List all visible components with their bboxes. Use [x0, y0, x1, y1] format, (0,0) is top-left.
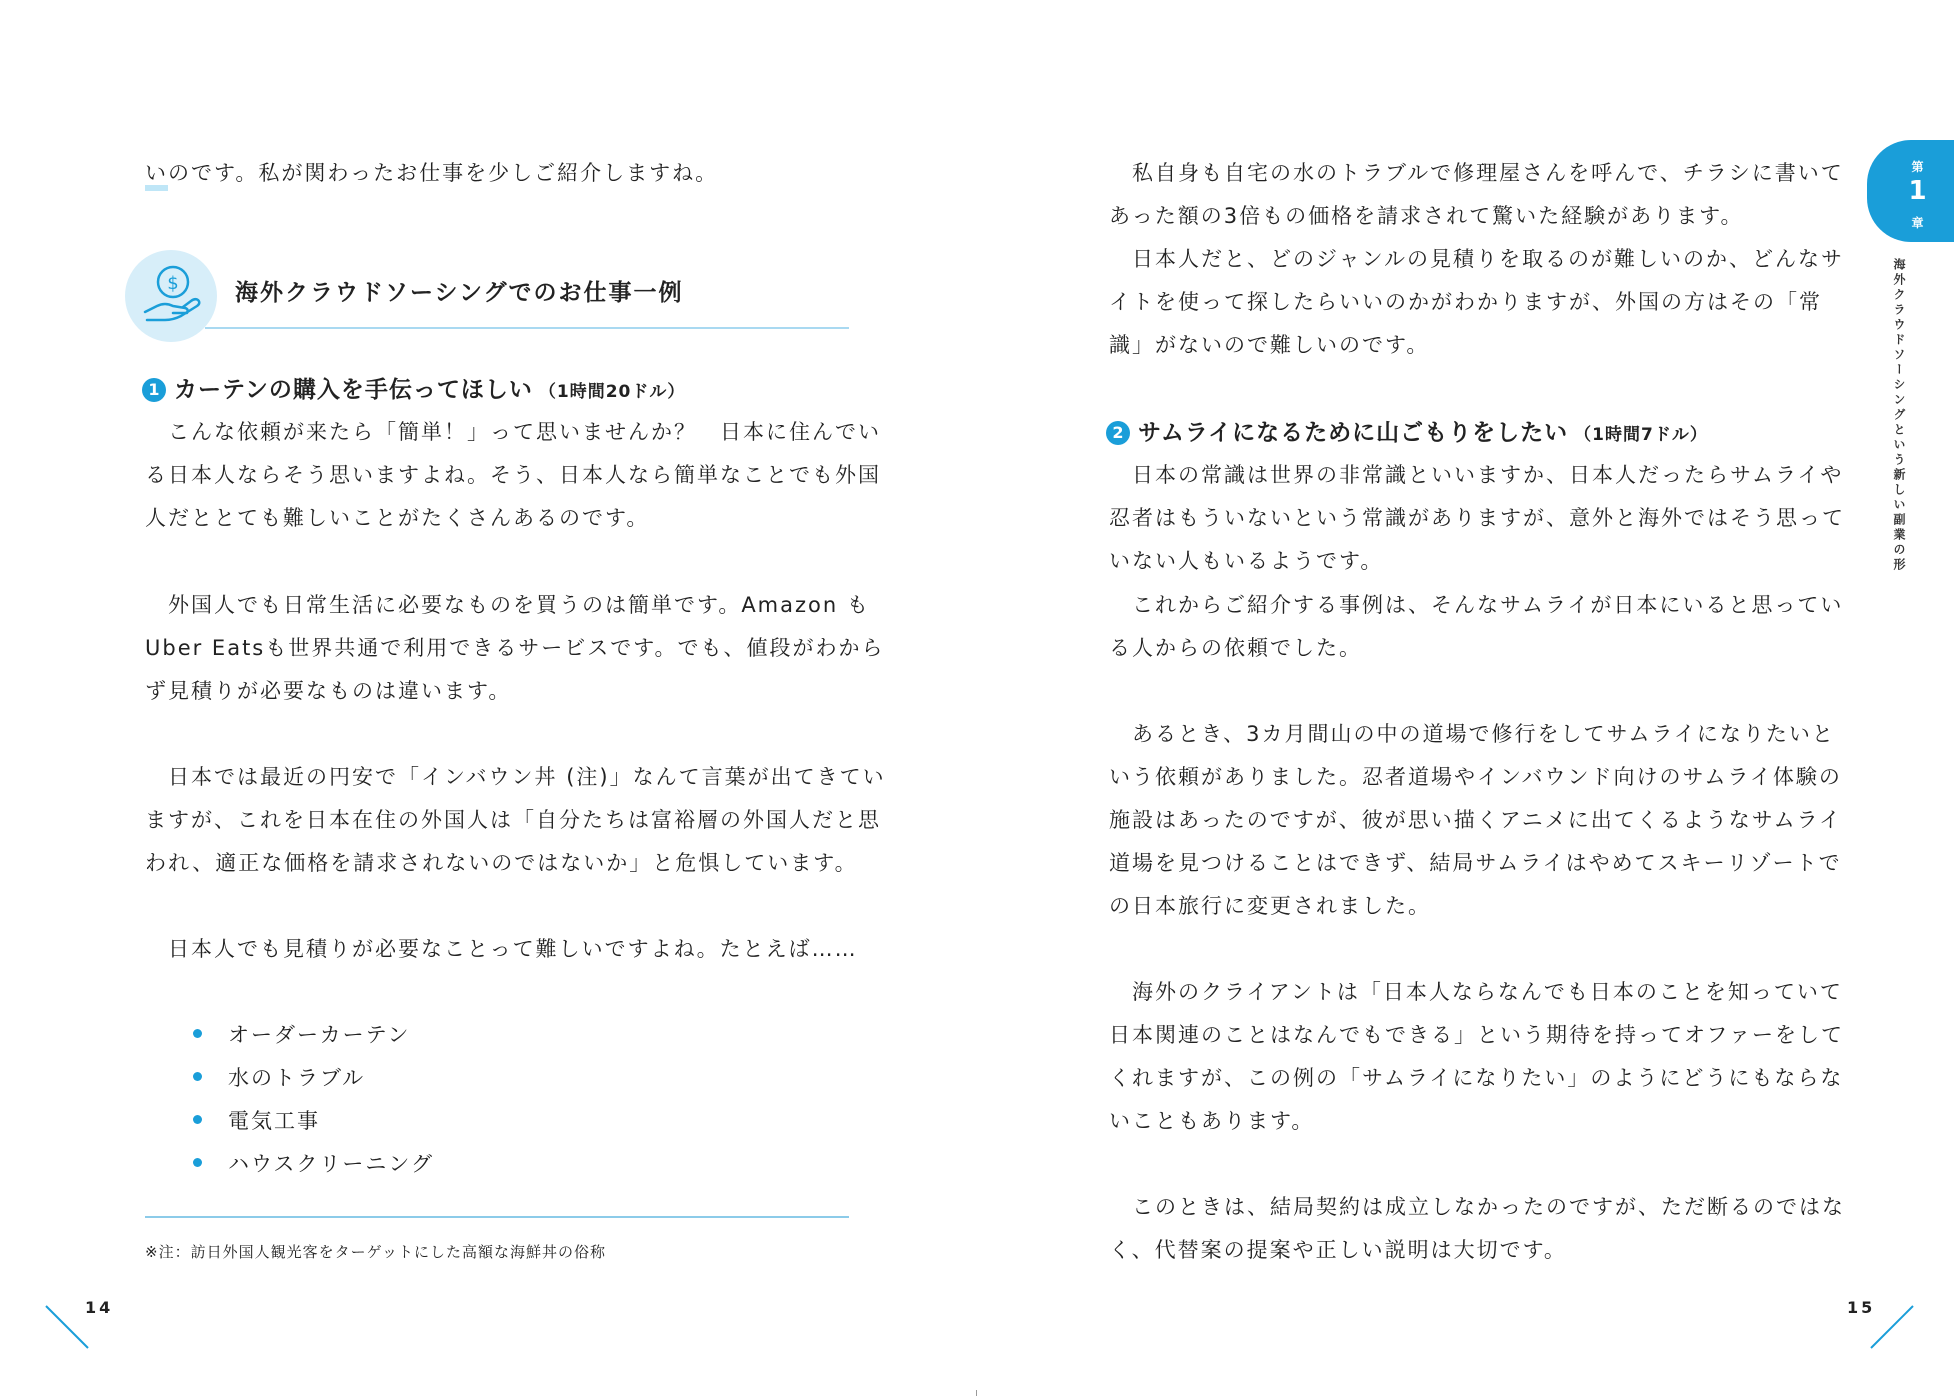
- example-1-title: カーテンの購入を手伝ってほしい: [174, 377, 533, 403]
- body-line: 識」がないので難しいのです。: [1109, 333, 1430, 357]
- example-2-subtitle: （1時間7ドル）: [1574, 425, 1708, 445]
- body-line: 外国人でも日常生活に必要なものを買うのは簡単です。Amazon も: [145, 593, 870, 617]
- body-line: Uber Eatsも世界共通で利用できるサービスです。でも、値段がわから: [145, 636, 885, 660]
- page-number-left: 14: [85, 1298, 114, 1317]
- chapter-tab-number: 1: [1908, 176, 1927, 206]
- body-line: 日本関連のことはなんでもできる」という期待を持ってオファーをして: [1109, 1023, 1844, 1047]
- example-2-header: [1106, 417, 1708, 451]
- body-line: 施設はあったのですが、彼が思い描くアニメに出てくるようなサムライ: [1109, 808, 1843, 832]
- body-line: こんな依頼が来たら「簡単！」って思いませんか？ 日本に住んでい: [145, 420, 881, 444]
- body-line: 道場を見つけることはできず、結局サムライはやめてスキーリゾートで: [1109, 851, 1842, 875]
- corner-decoration-right: [1869, 1304, 1917, 1352]
- chapter-tab: [1867, 140, 1954, 242]
- body-line: の日本旅行に変更されました。: [1109, 894, 1431, 918]
- body-line: 日本の常識は世界の非常識といいますか、日本人だったらサムライや: [1109, 463, 1844, 487]
- body-line: われ、適正な価格を請求されないのではないか」と危惧しています。: [145, 851, 858, 875]
- example-1-header: [142, 374, 685, 408]
- body-line: くれますが、この例の「サムライになりたい」のようにどうにもならな: [1109, 1066, 1844, 1090]
- bullet-dot: [193, 1029, 202, 1038]
- page-number-right: 15: [1847, 1298, 1876, 1317]
- body-line: 忍者はもういないという常識がありますが、意外と海外ではそう思って: [1109, 506, 1845, 530]
- body-line: あるとき、3カ月間山の中の道場で修行をしてサムライになりたいと: [1109, 722, 1835, 746]
- body-line: いこともあります。: [1109, 1109, 1315, 1133]
- bullet-item: [193, 1063, 365, 1093]
- bullet-dot: [193, 1072, 202, 1081]
- bullet-label: 電気工事: [228, 1109, 320, 1133]
- body-line: 日本人でも見積りが必要なことって難しいですよね。たとえば……: [145, 937, 858, 961]
- footnote-rule: [145, 1216, 849, 1218]
- bullet-dot: [193, 1158, 202, 1167]
- body-line: 人だととても難しいことがたくさんあるのです。: [145, 506, 650, 530]
- chapter-tab-suffix: 章: [1911, 216, 1924, 230]
- chapter-title-vertical: 海外クラウドソーシングという新しい副業の形: [1892, 258, 1906, 573]
- body-line: 私自身も自宅の水のトラブルで修理屋さんを呼んで、チラシに書いて: [1109, 161, 1844, 185]
- example-1-number: 1: [142, 378, 166, 402]
- body-line: 海外のクライアントは「日本人ならなんでも日本のことを知っていて: [1109, 980, 1843, 1004]
- right-page: [977, 0, 1954, 1397]
- section-title: 海外クラウドソーシングでのお仕事一例: [235, 280, 684, 306]
- bullet-label: ハウスクリーニング: [228, 1152, 434, 1176]
- bullet-item: [193, 1020, 411, 1050]
- intro-rest: のです。私が関わったお仕事を少しご紹介しますね。: [168, 161, 719, 185]
- bullet-item: [193, 1106, 320, 1136]
- body-line: イトを使って探したらいいのかがわかりますが、外国の方はその「常: [1109, 290, 1822, 314]
- body-line: いう依頼がありました。忍者道場やインバウンド向けのサムライ体験の: [1109, 765, 1842, 789]
- example-1-subtitle: （1時間20ドル）: [538, 382, 686, 402]
- body-line: る人からの依頼でした。: [1109, 636, 1362, 660]
- body-line: 日本では最近の円安で「インバウン丼 (注)」なんて言葉が出てきてい: [145, 765, 886, 789]
- bullet-dot: [193, 1115, 202, 1124]
- body-line: いない人もいるようです。: [1109, 549, 1384, 573]
- body-line: る日本人ならそう思いますよね。そう、日本人なら簡単なことでも外国: [145, 463, 881, 487]
- body-line: ますが、これを日本在住の外国人は「自分たちは富裕層の外国人だと思: [145, 808, 881, 832]
- svg-text:$: $: [167, 273, 179, 294]
- example-2-number: 2: [1106, 421, 1130, 445]
- example-2-title: サムライになるために山ごもりをしたい: [1138, 420, 1569, 446]
- body-line: このときは、結局契約は成立しなかったのですが、ただ断るのではな: [1109, 1195, 1845, 1219]
- body-line: 日本人だと、どのジャンルの見積りを取るのが難しいのか、どんなサ: [1109, 247, 1845, 271]
- body-line: ず見積りが必要なものは違います。: [145, 679, 512, 703]
- footnote: ※注：訪日外国人観光客をターゲットにした高額な海鮮丼の俗称: [145, 1243, 606, 1261]
- bullet-item: [193, 1149, 434, 1179]
- body-line: あった額の3倍もの価格を請求されて驚いた経験があります。: [1109, 204, 1744, 228]
- chapter-tab-prefix: 第: [1911, 160, 1924, 174]
- intro-line: [145, 158, 718, 188]
- bullet-label: オーダーカーテン: [228, 1023, 411, 1047]
- bullet-label: 水のトラブル: [228, 1066, 366, 1090]
- section-underline: [205, 327, 849, 329]
- intro-first-char: い: [145, 161, 168, 191]
- money-hand-icon: [125, 250, 217, 342]
- body-line: く、代替案の提案や正しい説明は大切です。: [1109, 1238, 1567, 1262]
- body-line: これからご紹介する事例は、そんなサムライが日本にいると思ってい: [1109, 593, 1844, 617]
